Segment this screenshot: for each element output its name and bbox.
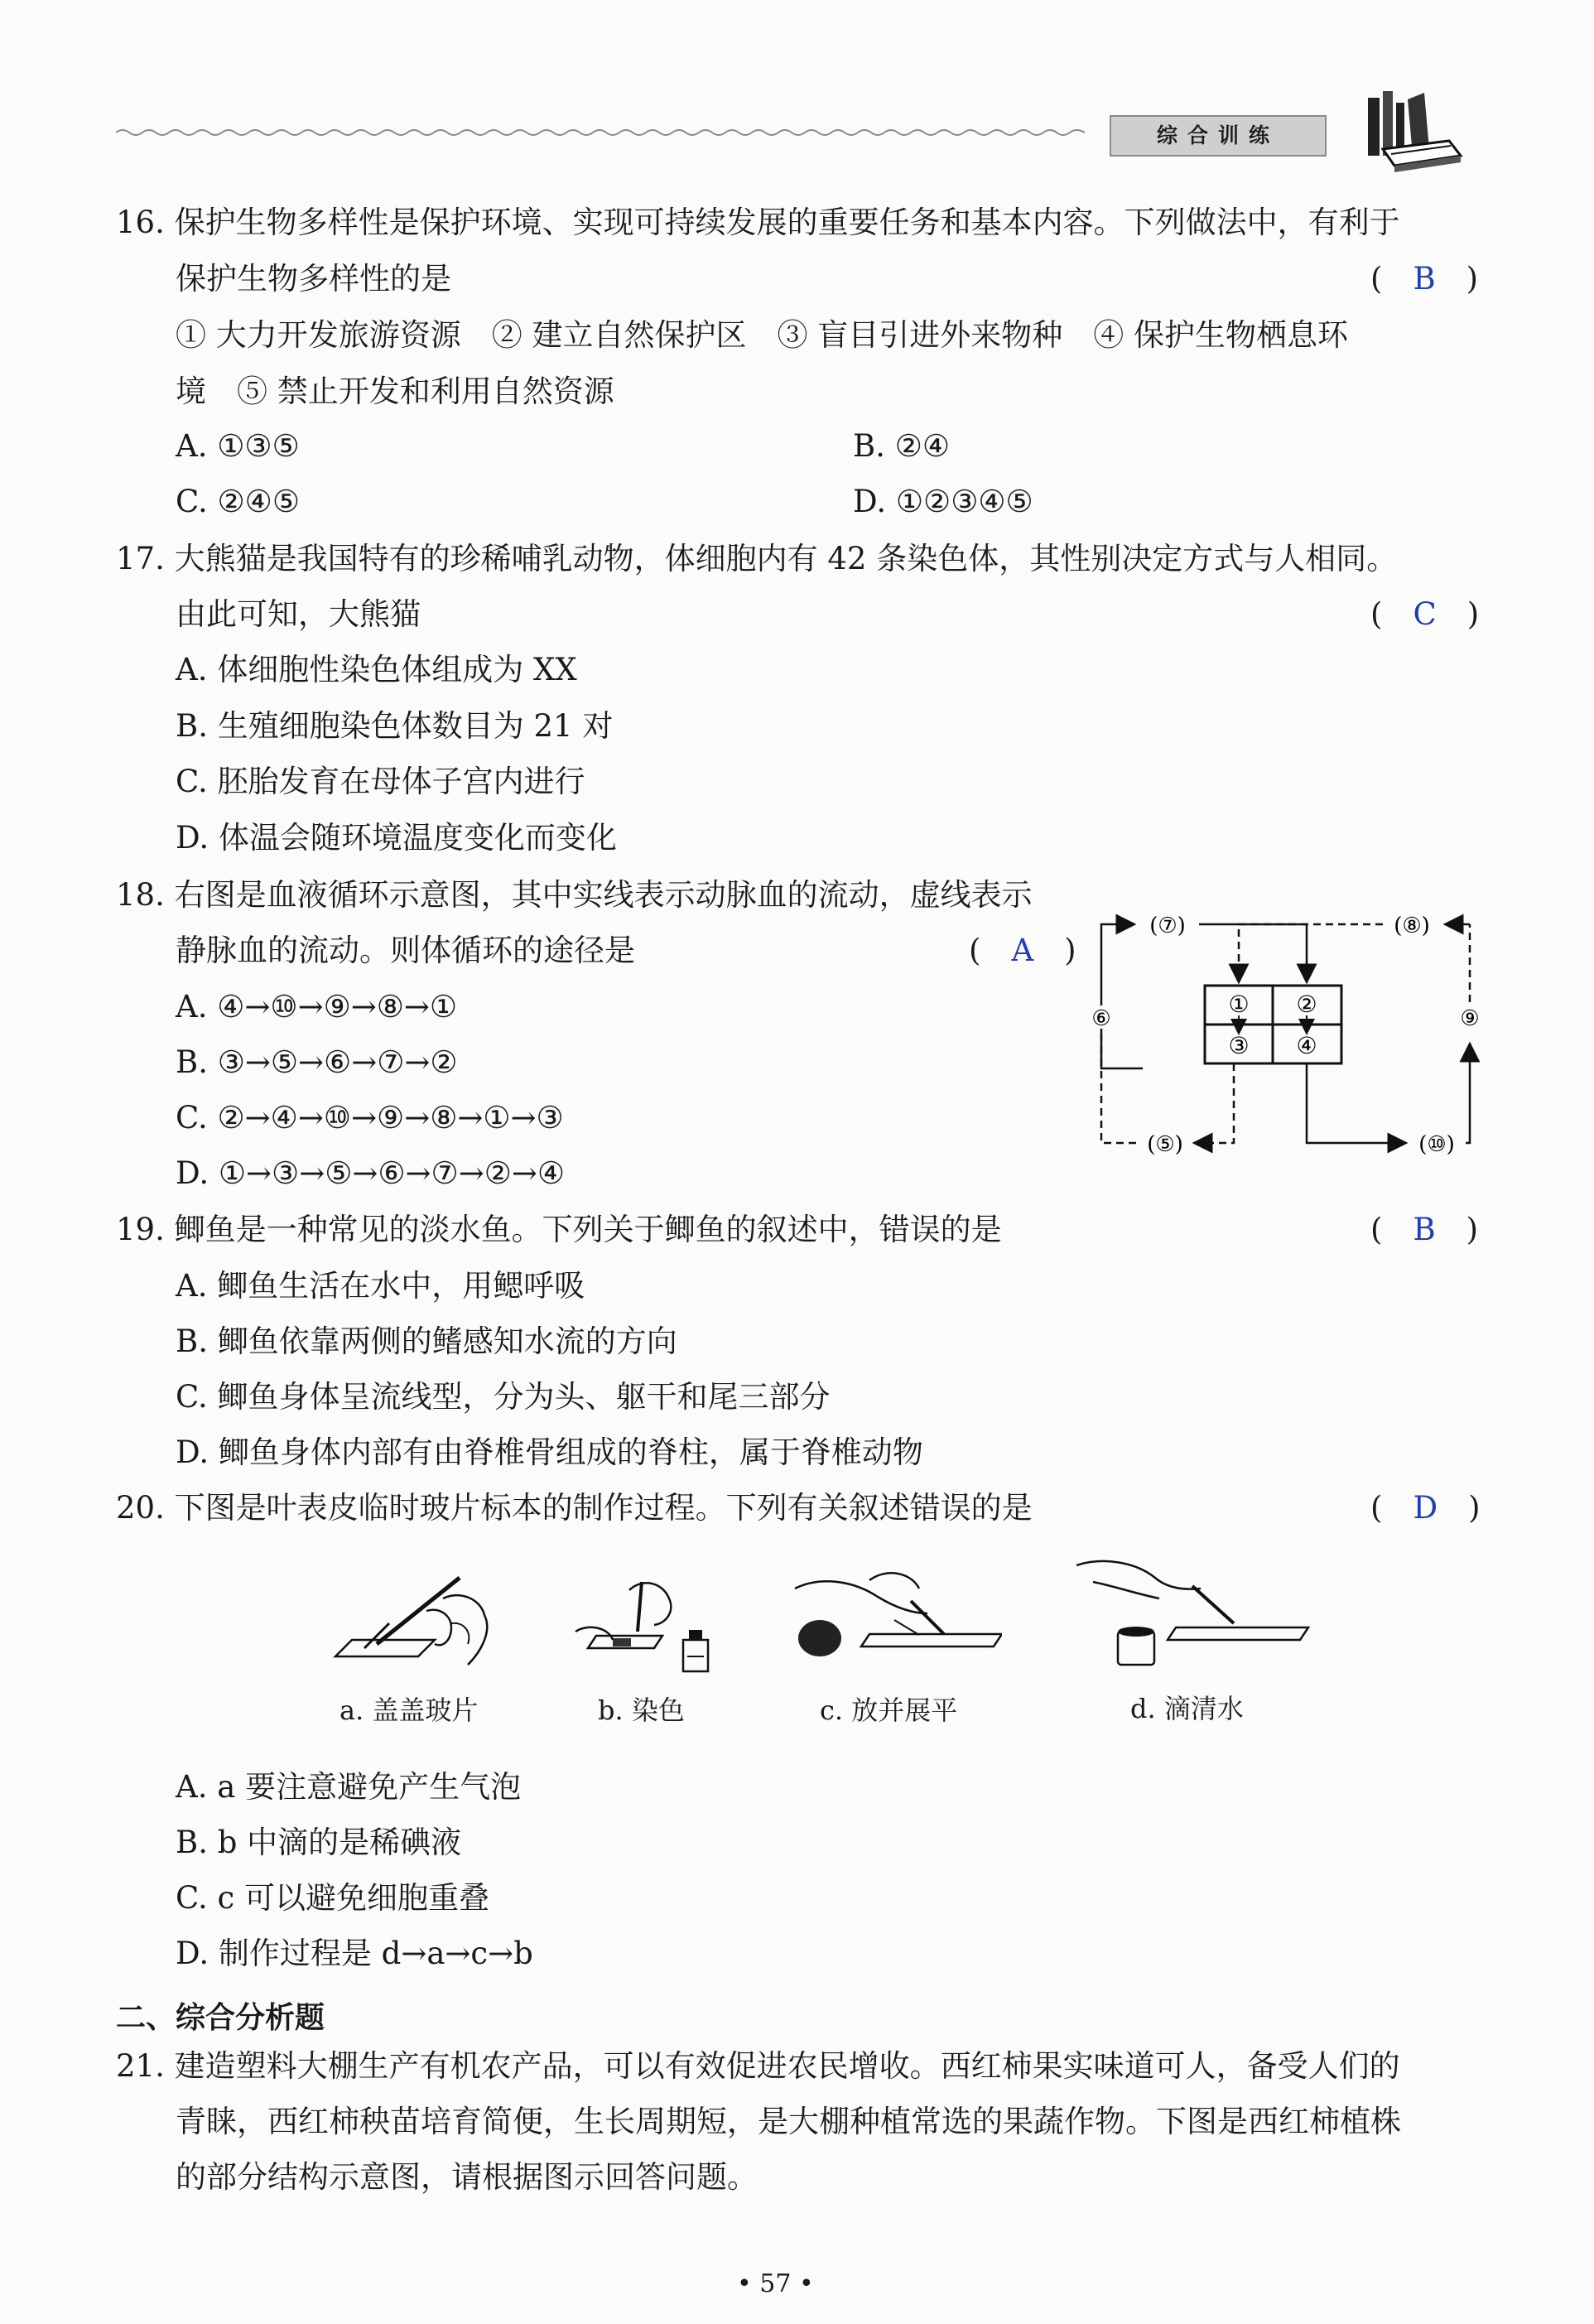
q20-answer: D (1413, 1490, 1438, 1526)
q21-stem-line1: 21. 建造塑料大棚生产有机农产品，可以有效促进农民增收。西红柿果实味道可人，备受人们的 (116, 2048, 1400, 2084)
q20-option-a: A. a 要注意避免产生气泡 (176, 1769, 522, 1805)
q17-option-a: A. 体细胞性染色体组成为 XX (176, 652, 577, 687)
node-3: ③ (1228, 1032, 1250, 1059)
q16-items-line1: ① 大力开发旅游资源 ② 建立自然保护区 ③ 盲目引进外来物种 ④ 保护生物栖息环 (176, 317, 1349, 353)
q19-option-b: B. 鲫鱼依靠两侧的鳍感知水流的方向 (176, 1324, 677, 1359)
q17-option-d: D. 体温会随环境温度变化而变化 (176, 820, 617, 856)
q16-option-b: B. ②④ (853, 428, 951, 464)
illustration-a-coverslip (327, 1565, 509, 1681)
q16-items-line2: 境 ⑤ 禁止开发和利用自然资源 (176, 374, 614, 409)
q20-stem-line1: 20. 下图是叶表皮临时玻片标本的制作过程。下列有关叙述错误的是 (116, 1490, 1033, 1526)
node-10: (⑩) (1418, 1132, 1455, 1157)
q19-stem-line1: 19. 鲫鱼是一种常见的淡水鱼。下列关于鲫鱼的叙述中，错误的是 (116, 1212, 1002, 1247)
books-icon (1358, 83, 1466, 174)
node-8: (⑧) (1394, 914, 1430, 938)
q17-option-b: B. 生殖细胞染色体数目为 21 对 (176, 708, 614, 744)
caption-d: d. 滴清水 (1130, 1693, 1244, 1724)
page-number: • 57 • (737, 2269, 814, 2298)
q17-stem-line1: 17. 大熊猫是我国特有的珍稀哺乳动物，体细胞内有 42 条染色体，其性别决定方式与人相同。 (116, 541, 1398, 576)
q16-option-a: A. ①③⑤ (176, 428, 300, 464)
q16-option-d: D. ①②③④⑤ (853, 484, 1033, 519)
q18-stem-line1: 18. 右图是血液循环示意图，其中实线表示动脉血的流动，虚线表示 (116, 877, 1033, 913)
q20-option-b: B. b 中滴的是稀碘液 (176, 1825, 462, 1860)
blood-circulation-diagram (1076, 894, 1490, 1168)
illustration-c-spreading (787, 1555, 1002, 1680)
q20-option-c: C. c 可以避免细胞重叠 (176, 1880, 489, 1916)
q16-stem-line1: 16. 保护生物多样性是保护环境、实现可持续发展的重要任务和基本内容。下列做法中，有利于 (116, 205, 1400, 240)
q18-answer-bracket: ( A ) (969, 933, 1076, 968)
q18-option-a: A. ④→⑩→⑨→⑧→① (176, 989, 458, 1025)
q17-option-c: C. 胚胎发育在母体子宫内进行 (176, 764, 585, 799)
caption-b: b. 染色 (598, 1695, 685, 1726)
q21-stem-line3: 的部分结构示意图，请根据图示回答问题。 (176, 2159, 758, 2195)
node-9: ⑨ (1460, 1006, 1480, 1031)
q20-option-d: D. 制作过程是 d→a→c→b (176, 1936, 533, 1971)
q19-option-c: C. 鲫鱼身体呈流线型，分为头、躯干和尾三部分 (176, 1379, 831, 1415)
node-6: ⑥ (1091, 1006, 1111, 1031)
node-4: ④ (1296, 1032, 1317, 1059)
node-7: (⑦) (1149, 914, 1186, 938)
q16-answer: B (1413, 261, 1436, 297)
caption-c: c. 放并展平 (820, 1695, 958, 1726)
q19-answer-bracket: ( B ) (1370, 1212, 1479, 1247)
header-wavy-rule (116, 124, 1085, 141)
q18-option-b: B. ③→⑤→⑥→⑦→② (176, 1044, 458, 1080)
q19-answer: B (1413, 1212, 1436, 1247)
q17-answer-bracket: ( C ) (1370, 596, 1480, 632)
q17-stem-line2: 由此可知，大熊猫 (176, 596, 421, 632)
q21-stem-line2: 青睐，西红柿秧苗培育简便，生长周期短，是大棚种植常选的果蔬作物。下图是西红柿植株 (176, 2104, 1401, 2139)
q19-option-a: A. 鲫鱼生活在水中，用鳃呼吸 (176, 1268, 585, 1304)
q16-stem-line2: 保护生物多样性的是 (176, 261, 451, 297)
header-badge: 综合训练 (1110, 115, 1327, 157)
caption-a: a. 盖盖玻片 (340, 1695, 479, 1726)
section-2-title: 二、综合分析题 (116, 2001, 325, 2035)
q16-answer-bracket: ( B ) (1370, 261, 1479, 297)
q18-answer: A (1011, 933, 1034, 968)
q17-answer: C (1413, 596, 1437, 632)
q20-answer-bracket: ( D ) (1370, 1490, 1481, 1526)
q16-option-c: C. ②④⑤ (176, 484, 301, 519)
node-2: ② (1296, 991, 1317, 1018)
node-5: (⑤) (1147, 1132, 1183, 1157)
illustration-b-staining (571, 1565, 720, 1681)
q19-option-d: D. 鲫鱼身体内部有由脊椎骨组成的脊柱，属于脊椎动物 (176, 1434, 923, 1470)
illustration-d-water-drop (1068, 1549, 1317, 1673)
q18-option-c: C. ②→④→⑩→⑨→⑧→①→③ (176, 1100, 564, 1135)
q18-option-d: D. ①→③→⑤→⑥→⑦→②→④ (176, 1155, 566, 1191)
node-1: ① (1228, 991, 1250, 1018)
q18-stem-line2: 静脉血的流动。则体循环的途径是 (176, 933, 635, 968)
